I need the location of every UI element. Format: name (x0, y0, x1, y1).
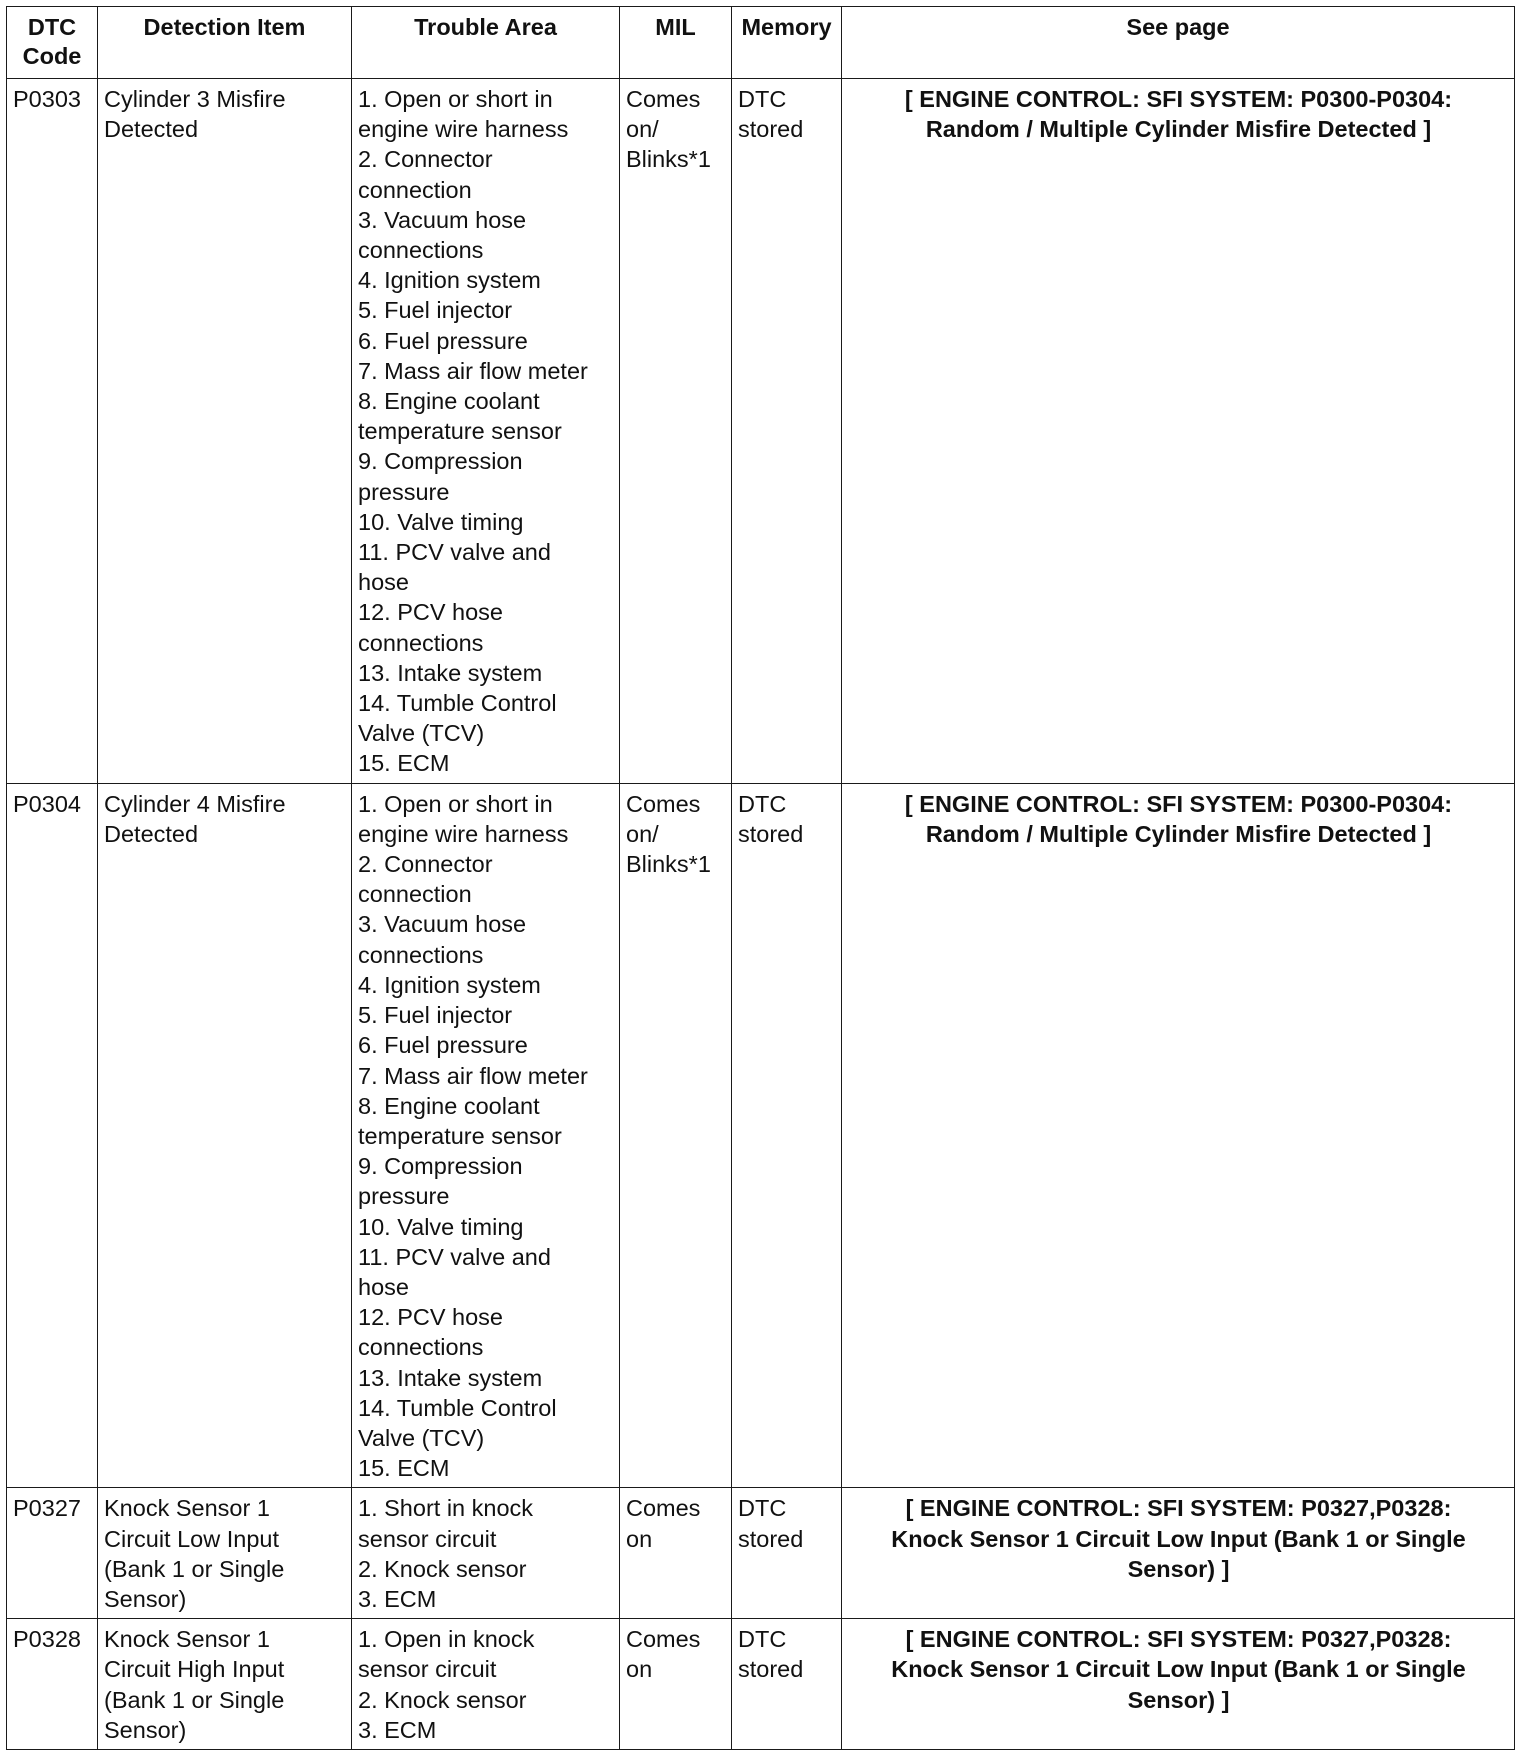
trouble-area-cell: 1. Open or short in engine wire harness 2. Connector connection 3. Vacuum hose connections 4. Ignition system 5. Fuel injector 6. Fuel pressure 7. Mass air flow meter 8. Engine coolant temperature sensor 9. Compression pressure 10. Valve timing 11. PCV valve and hose 12. PCV hose connections 13. Intake system 14. Tumble Control Valve (TCV) 15. ECM (352, 79, 620, 784)
table-row (7, 1619, 1515, 1750)
dtc-table (6, 6, 1515, 1750)
trouble-area-cell: 1. Open in knock sensor circuit 2. Knock sensor 3. ECM (352, 1619, 620, 1750)
header-memory: Memory (732, 7, 842, 79)
header-dtc-code: DTC Code (7, 7, 98, 79)
trouble-area-cell: 1. Short in knock sensor circuit 2. Knock sensor 3. ECM (352, 1488, 620, 1619)
memory-cell: DTC stored (732, 1488, 842, 1619)
table-row (7, 1488, 1515, 1619)
see-page-link[interactable]: [ ENGINE CONTROL: SFI SYSTEM: P0327,P0328: Knock Sensor 1 Circuit Low Input (Bank 1 or Single Sensor) ] (842, 1488, 1515, 1619)
memory-cell: DTC stored (732, 783, 842, 1488)
mil-cell: Comes on (620, 1619, 732, 1750)
see-page-link[interactable]: [ ENGINE CONTROL: SFI SYSTEM: P0327,P0328: Knock Sensor 1 Circuit Low Input (Bank 1 or Single Sensor) ] (842, 1619, 1515, 1750)
table-header (7, 7, 1515, 79)
memory-cell: DTC stored (732, 79, 842, 784)
mil-cell: Comes on/ Blinks*1 (620, 783, 732, 1488)
table-body (7, 79, 1515, 1750)
header-mil: MIL (620, 7, 732, 79)
detection-item-cell: Knock Sensor 1 Circuit Low Input (Bank 1 or Single Sensor) (98, 1488, 352, 1619)
header-trouble-area: Trouble Area (352, 7, 620, 79)
table-row (7, 79, 1515, 784)
header-detection-item: Detection Item (98, 7, 352, 79)
dtc-code-cell: P0304 (7, 783, 98, 1488)
table-row (7, 783, 1515, 1488)
dtc-code-cell: P0328 (7, 1619, 98, 1750)
header-see-page: See page (842, 7, 1515, 79)
memory-cell: DTC stored (732, 1619, 842, 1750)
trouble-area-cell: 1. Open or short in engine wire harness 2. Connector connection 3. Vacuum hose connections 4. Ignition system 5. Fuel injector 6. Fuel pressure 7. Mass air flow meter 8. Engine coolant temperature sensor 9. Compression pressure 10. Valve timing 11. PCV valve and hose 12. PCV hose connections 13. Intake system 14. Tumble Control Valve (TCV) 15. ECM (352, 783, 620, 1488)
dtc-code-cell: P0303 (7, 79, 98, 784)
header-row (7, 7, 1515, 79)
detection-item-cell: Knock Sensor 1 Circuit High Input (Bank 1 or Single Sensor) (98, 1619, 352, 1750)
mil-cell: Comes on/ Blinks*1 (620, 79, 732, 784)
dtc-code-cell: P0327 (7, 1488, 98, 1619)
mil-cell: Comes on (620, 1488, 732, 1619)
detection-item-cell: Cylinder 4 Misfire Detected (98, 783, 352, 1488)
detection-item-cell: Cylinder 3 Misfire Detected (98, 79, 352, 784)
see-page-link[interactable]: [ ENGINE CONTROL: SFI SYSTEM: P0300-P0304: Random / Multiple Cylinder Misfire Detected ] (842, 783, 1515, 1488)
see-page-link[interactable]: [ ENGINE CONTROL: SFI SYSTEM: P0300-P0304: Random / Multiple Cylinder Misfire Detected ] (842, 79, 1515, 784)
